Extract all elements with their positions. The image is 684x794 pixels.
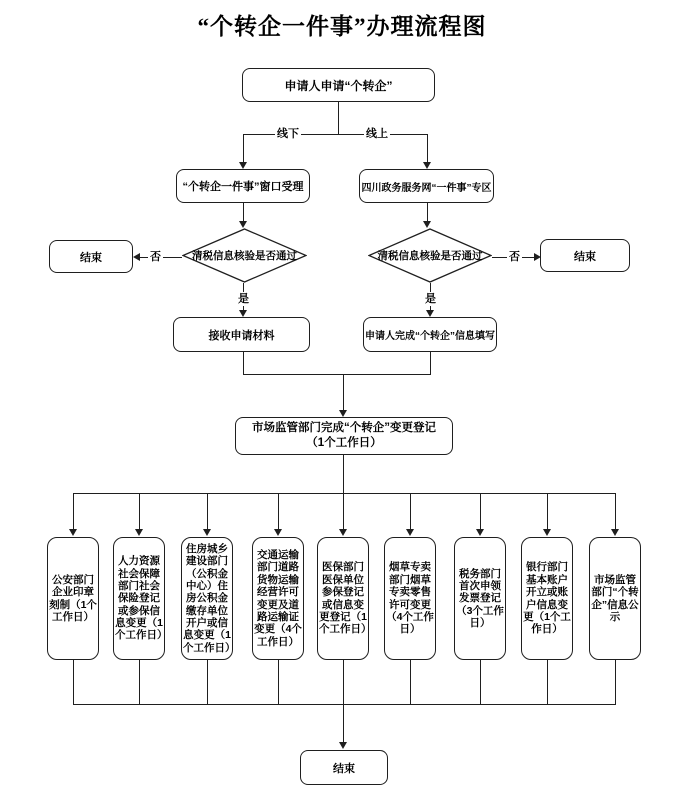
arrow-down-icon (406, 529, 414, 536)
connector-line (207, 660, 208, 705)
page-title: “个转企一件事”办理流程图 (197, 14, 487, 39)
connector-line (427, 203, 428, 222)
arrow-down-icon (339, 742, 347, 749)
arrow-down-icon (203, 529, 211, 536)
arrow-down-icon (426, 310, 434, 317)
connector-line (243, 134, 427, 135)
connector-line (338, 102, 339, 134)
department-node: 烟草专卖部门烟草专卖零售许可变更（4个工作日） (384, 537, 436, 660)
channel-online-node: 四川政务服务网“一件事”专区 (359, 169, 494, 203)
arrow-down-icon (339, 410, 347, 417)
connector-line (430, 352, 431, 375)
arrow-down-icon (476, 529, 484, 536)
arrow-down-icon (274, 529, 282, 536)
connector-line (139, 660, 140, 705)
branch-label-offline: 线下 (277, 128, 299, 140)
registration-node (235, 417, 453, 455)
connector-line (207, 493, 208, 530)
arrow-down-icon (239, 310, 247, 317)
decision-label: 清税信息核验是否通过 (377, 250, 483, 262)
branch-label-online: 线上 (366, 128, 388, 140)
complete-info-node: 申请人完成“个转企”信息填写 (363, 317, 497, 352)
connector-line (73, 704, 616, 705)
connector-line (480, 493, 481, 530)
receive-materials-node: 接收申请材料 (173, 317, 310, 352)
connector-line (427, 134, 428, 163)
connector-line (343, 660, 344, 705)
department-node: 人力资源社会保障部门社会保险登记或参保信息变更（1个工作日） (113, 537, 165, 660)
department-node: 交通运输部门道路货物运输经营许可变更及道路运输证变更（4个工作日） (252, 537, 304, 660)
arrow-down-icon (423, 162, 431, 169)
department-node: 银行部门基本账户开立或账户信息变更（1个工作日） (521, 537, 573, 660)
department-node: 市场监管部门“个转企”信息公示 (589, 537, 641, 660)
arrow-down-icon (135, 529, 143, 536)
connector-line (73, 493, 74, 530)
start-node: 申请人申请“个转企” (242, 68, 435, 102)
decision-tax-check-right (368, 228, 492, 283)
arrow-down-icon (611, 529, 619, 536)
connector-line (278, 493, 279, 530)
connector-line (73, 660, 74, 705)
connector-line (73, 493, 616, 494)
connector-line (615, 493, 616, 530)
connector-line (243, 134, 244, 163)
department-node: 公安部门企业印章刻制（1个工作日） (47, 537, 99, 660)
connector-line (343, 455, 344, 494)
connector-line (243, 352, 244, 375)
connector-line (547, 493, 548, 530)
arrow-down-icon (543, 529, 551, 536)
connector-line (278, 660, 279, 705)
arrow-down-icon (239, 221, 247, 228)
decision-tax-check-left (182, 228, 307, 283)
department-node: 住房城乡建设部门（公积金中心）住房公积金缴存单位开户或信息变更（1个工作日） (181, 537, 233, 660)
connector-line (410, 493, 411, 530)
end-node-left: 结束 (49, 240, 133, 273)
channel-offline-node: “个转企一件事”窗口受理 (176, 169, 310, 203)
connector-line (343, 493, 344, 530)
connector-line (343, 374, 344, 411)
label-no-left: 否 (150, 251, 161, 263)
connector-line (343, 704, 344, 743)
label-yes-right: 是 (425, 293, 436, 305)
arrow-down-icon (339, 529, 347, 536)
label-no-right: 否 (509, 251, 520, 263)
arrow-down-icon (239, 162, 247, 169)
registration-duration: （1个工作日） (306, 437, 382, 449)
department-node: 医保部门医保单位参保登记或信息变更登记（1个工作日） (317, 537, 369, 660)
end-node-bottom: 结束 (300, 750, 388, 785)
arrow-down-icon (69, 529, 77, 536)
end-node-right: 结束 (540, 239, 630, 272)
connector-line (480, 660, 481, 705)
label-yes-left: 是 (238, 293, 249, 305)
arrow-left-icon (133, 253, 140, 261)
connector-line (410, 660, 411, 705)
registration-label: 市场监管部门完成“个转企”变更登记 (252, 422, 436, 435)
connector-line (243, 203, 244, 222)
connector-line (615, 660, 616, 705)
decision-label: 清税信息核验是否通过 (192, 250, 297, 262)
department-node: 税务部门首次申领发票登记（3个工作日） (454, 537, 506, 660)
connector-line (547, 660, 548, 705)
connector-line (139, 493, 140, 530)
arrow-down-icon (423, 221, 431, 228)
connector-line (243, 374, 431, 375)
